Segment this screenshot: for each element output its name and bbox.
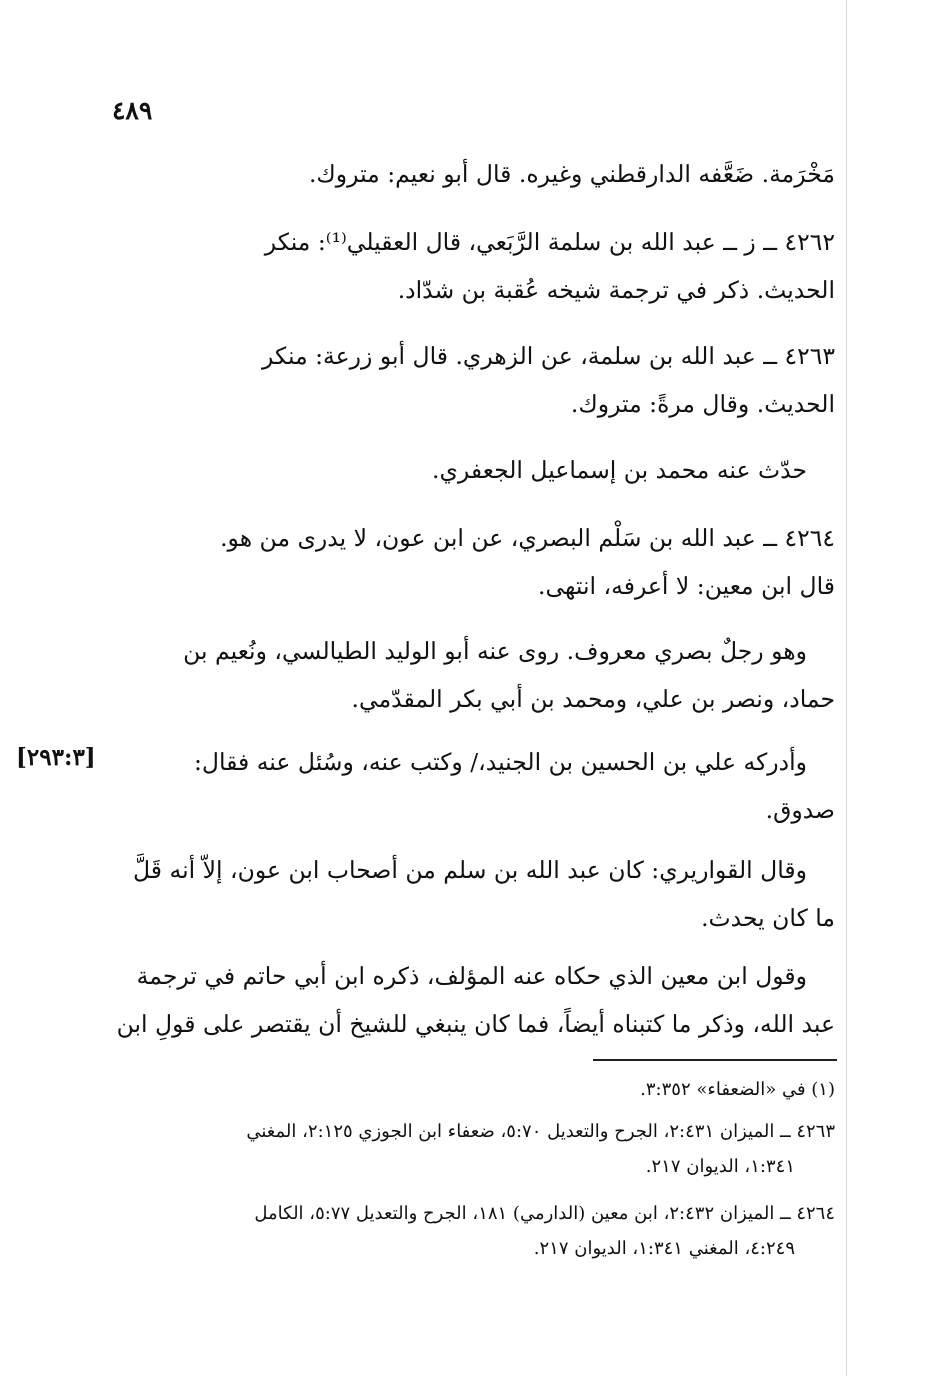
paragraph-qawariri xyxy=(107,846,835,942)
footnote-1 xyxy=(107,1072,835,1107)
entry-4262 xyxy=(107,218,835,314)
paragraph-narrator xyxy=(107,446,835,494)
text-line: ٤٢٦٢ ــ ز ــ عبد الله بن سلمة الرَّبَعي، قال العقيلي⁽¹⁾: منكر xyxy=(264,228,835,256)
text-line: ٤٢٦٤ ــ عبد الله بن سَلْم البصري، عن ابن عون، لا يدرى من هو. xyxy=(220,524,835,552)
text-line: الحديث. وقال مرةً: متروك. xyxy=(570,390,835,418)
paragraph-ibn-main xyxy=(107,952,835,1048)
footnote-separator xyxy=(593,1059,837,1061)
text-line: الحديث. ذكر في ترجمة شيخه عُقبة بن شدّاد. xyxy=(397,276,835,304)
footnote-line: ٤٢٦٣ ــ الميزان ٢:٤٣١، الجرح والتعديل ٥:٧٠، ضعفاء ابن الجوزي ٢:١٢٥، المغني xyxy=(246,1121,835,1142)
text-line: عبد الله، وذكر ما كتبناه أيضاً، فما كان ينبغي للشيخ أن يقتصر على قولِ ابن xyxy=(116,1010,835,1038)
text-line: ما كان يحدث. xyxy=(701,904,835,932)
page-edge-shadow xyxy=(846,0,847,1376)
text-line: وقول ابن معين الذي حكاه عنه المؤلف، ذكره ابن أبي حاتم في ترجمة xyxy=(136,962,807,990)
margin-reference: [٢٩٣:٣] xyxy=(16,744,96,771)
text-line: مَخْرَمة. ضَعَّفه الدارقطني وغيره. قال أبو نعيم: متروك. xyxy=(308,160,835,188)
paragraph-known-man xyxy=(107,627,835,723)
text-line: وقال القواريري: كان عبد الله بن سلم من أصحاب ابن عون، إلاّ أنه قَلَّ xyxy=(132,856,807,884)
text-line: ٤٢٦٣ ــ عبد الله بن سلمة، عن الزهري. قال أبو زرعة: منكر xyxy=(262,342,835,370)
page-number: ٤٨٩ xyxy=(112,96,153,125)
paragraph-ibn-junaid xyxy=(107,738,835,834)
entry-4263 xyxy=(107,332,835,428)
footnote-line: (١) في «الضعفاء» ٣:٣٥٢. xyxy=(640,1079,835,1100)
footnote-line: ١:٣٤١، الديوان ٢١٧. xyxy=(645,1156,795,1177)
text-line: وهو رجلٌ بصري معروف. روى عنه أبو الوليد الطيالسي، ونُعيم بن xyxy=(183,637,807,665)
paragraph-continuation xyxy=(107,150,835,198)
footnote-line: ٤٢٦٤ ــ الميزان ٢:٤٣٢، ابن معين (الدارمي) ١٨١، الجرح والتعديل ٥:٧٧، الكامل xyxy=(254,1203,835,1224)
text-line: وأدركه علي بن الحسين بن الجنيد،/ وكتب عنه، وسُئل عنه فقال: xyxy=(193,748,807,776)
text-line: صدوق. xyxy=(765,796,835,824)
footnote-4264 xyxy=(107,1196,835,1266)
footnote-4263 xyxy=(107,1114,835,1184)
entry-4264 xyxy=(107,514,835,610)
text-line: حماد، ونصر بن علي، ومحمد بن أبي بكر المقدّمي. xyxy=(351,685,835,713)
footnote-line: ٤:٢٤٩، المغني ١:٣٤١، الديوان ٢١٧. xyxy=(533,1238,795,1259)
text-line: قال ابن معين: لا أعرفه، انتهى. xyxy=(538,572,835,600)
text-line: حدّث عنه محمد بن إسماعيل الجعفري. xyxy=(432,456,807,484)
